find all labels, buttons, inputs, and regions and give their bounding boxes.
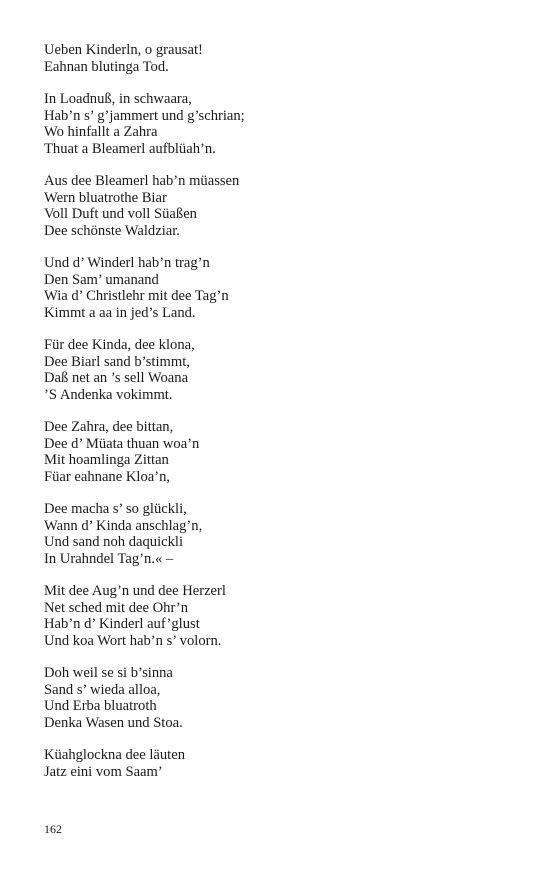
poem-line: In Loadnuß, in schwaara, xyxy=(44,91,192,107)
poem-line: Wo hinfallt a Zahra xyxy=(44,124,158,140)
poem-line: Eahnan blutinga Tod. xyxy=(44,58,169,75)
stanza xyxy=(44,173,514,239)
stanza xyxy=(44,583,514,649)
poem-line: Voll Duft und voll Süaßen xyxy=(44,206,197,222)
stanza xyxy=(44,747,514,780)
poem-line: Hab’n s’ g’jammert und g’schrian; xyxy=(44,107,245,124)
poem-line: Thuat a Bleamerl aufblüah’n. xyxy=(44,140,216,157)
poem-line: Wann d’ Kinda anschlag’n, xyxy=(44,517,203,534)
poem-line: Ueben Kinderln, o grausat! xyxy=(44,42,203,58)
poem-line: In Urahndel Tag’n.« – xyxy=(44,550,174,567)
poem-line: Doh weil se si b’sinna xyxy=(44,665,173,681)
poem-line: Jatz eini vom Saam’ xyxy=(44,763,163,780)
poem-line: Füar eahnane Kloa’n, xyxy=(44,468,171,485)
poem-line: Dee macha s’ so glückli, xyxy=(44,501,187,517)
stanza xyxy=(44,91,514,157)
poem-line: Und sand noh daquickli xyxy=(44,534,184,550)
page-number: 162 xyxy=(44,822,62,836)
stanza xyxy=(44,255,514,321)
poem-line: Dee Biarl sand b’stimmt, xyxy=(44,353,190,370)
poem-line: Für dee Kinda, dee klona, xyxy=(44,337,195,353)
poem-line: Kimmt a aa in jed’s Land. xyxy=(44,304,196,321)
stanza xyxy=(44,665,514,731)
poem-line: Aus dee Bleamerl hab’n müassen xyxy=(44,173,240,189)
poem-line: Wern bluatrothe Biar xyxy=(44,189,167,206)
poem-line: Net sched mit dee Ohr’n xyxy=(44,599,188,616)
poem-line: Den Sam’ umanand xyxy=(44,271,159,288)
poem-line: ’S Andenka vokimmt. xyxy=(44,386,173,403)
stanza xyxy=(44,337,514,403)
poem-line: Daß net an ’s sell Woana xyxy=(44,370,189,386)
stanza xyxy=(44,419,514,485)
poem-line: Wia d’ Christlehr mit dee Tag’n xyxy=(44,288,229,304)
poem-line: Dee schönste Waldziar. xyxy=(44,222,180,239)
poem-line: Mit hoamlinga Zittan xyxy=(44,452,169,468)
poem-line: Denka Wasen und Stoa. xyxy=(44,714,183,731)
stanza xyxy=(44,501,514,567)
poem-line: Mit dee Aug’n und dee Herzerl xyxy=(44,583,226,599)
poem-line: Sand s’ wieda alloa, xyxy=(44,681,161,698)
poem-line: Hab’n d’ Kinderl auf’glust xyxy=(44,616,200,632)
poem-line: Dee Zahra, dee bittan, xyxy=(44,419,174,435)
poem-line: Und koa Wort hab’n s’ volorn. xyxy=(44,632,222,649)
poem-line: Und d’ Winderl hab’n trag’n xyxy=(44,255,210,271)
poem-body xyxy=(44,42,514,796)
stanza xyxy=(44,42,514,75)
poem-line: Und Erba bluatroth xyxy=(44,698,157,714)
poem-line: Dee d’ Müata thuan woa’n xyxy=(44,435,200,452)
poem-line: Küahglockna dee läuten xyxy=(44,747,186,763)
